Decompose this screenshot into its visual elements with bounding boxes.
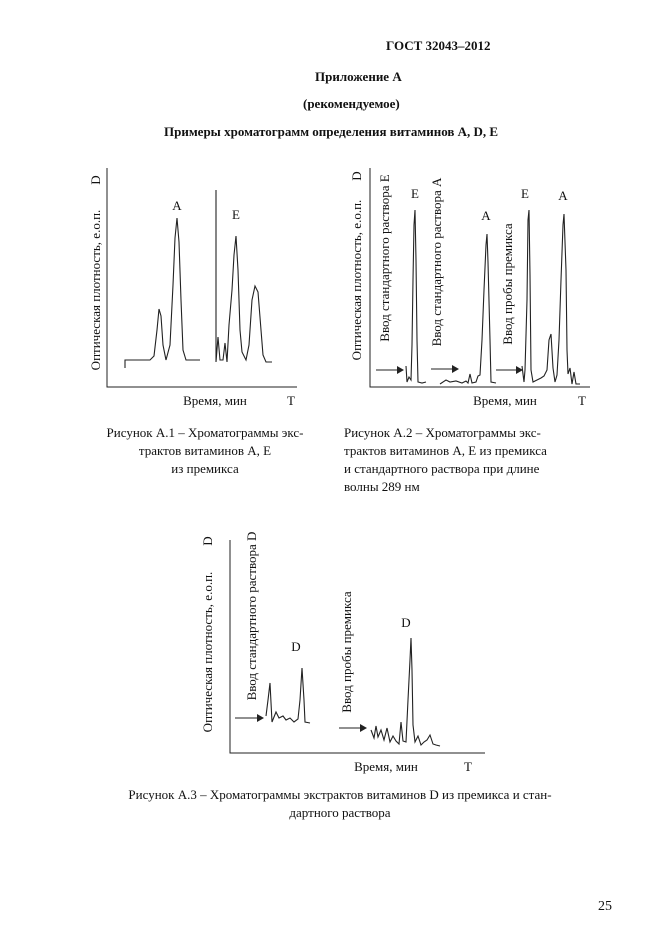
a2-peak-label-a: A — [481, 208, 491, 223]
a2-peak-label-a-sample: A — [558, 188, 568, 203]
appendix-status: (рекомендуемое) — [303, 96, 400, 111]
a3-peak-label-d-sample: D — [401, 615, 411, 630]
a3-trace-sample — [371, 638, 440, 746]
a2-inject-label-sample: Ввод пробы премикса — [500, 223, 515, 345]
a2-inject-label-std-a: Ввод стандартного раствора A — [429, 177, 444, 347]
page-number: 25 — [598, 899, 612, 914]
figure-a3-caption — [70, 786, 610, 822]
a3-x-letter: T — [464, 759, 472, 774]
a3-trace-std-d — [266, 668, 310, 723]
a1-peak-label-a: A — [172, 198, 182, 213]
a1-caption-line: Рисунок А.1 – Хроматограммы экс- — [106, 425, 304, 440]
a2-y-axis-label: Оптическая плотность, е.о.п. — [349, 199, 364, 361]
a1-peak-label-e: E — [232, 207, 240, 222]
a2-peak-label-e-sample: E — [521, 186, 529, 201]
a1-caption-line: из премикса — [171, 461, 239, 476]
a1-x-axis-label: Время, мин — [183, 393, 247, 408]
a3-axes — [230, 540, 485, 753]
a1-x-letter: T — [287, 393, 295, 408]
a1-y-axis-label: Оптическая плотность, е.о.п. — [88, 209, 103, 371]
standard-number: ГОСТ 32043–2012 — [386, 38, 491, 53]
a2-caption-line: и стандартного раствора при длине — [344, 461, 540, 476]
a3-inject-arrow-1 — [235, 714, 264, 722]
a2-caption-line: волны 289 нм — [344, 479, 420, 494]
a2-peak-label-e: E — [411, 186, 419, 201]
a3-caption-line: дартного раствора — [289, 805, 391, 820]
a1-y-letter: D — [88, 175, 103, 185]
a1-caption-line: трактов витаминов A, E — [138, 443, 272, 458]
appendix-title: Приложение А — [315, 69, 402, 84]
a3-y-letter: D — [200, 536, 215, 546]
a2-x-axis-label: Время, мин — [473, 393, 537, 408]
appendix-subtitle: Примеры хроматограмм определения витаминов A, D, E — [164, 124, 499, 139]
a3-peak-label-d: D — [291, 639, 301, 654]
a2-caption-line: трактов витаминов A, E из премикса — [344, 443, 547, 458]
a3-x-axis-label: Время, мин — [354, 759, 418, 774]
a3-inject-label-std-d: Ввод стандартного раствора D — [244, 531, 259, 701]
a2-x-letter: T — [578, 393, 586, 408]
a3-y-axis-label: Оптическая плотность, е.о.п. — [200, 571, 215, 733]
a2-inject-label-std-e: Ввод стандартного раствора E — [377, 174, 392, 342]
a2-y-letter: D — [349, 171, 364, 181]
a3-inject-arrow-2 — [339, 724, 367, 732]
a2-caption-line: Рисунок А.2 – Хроматограммы экс- — [344, 425, 541, 440]
a3-caption-line: Рисунок А.3 – Хроматограммы экстрактов витаминов D из премикса и стан- — [128, 787, 552, 802]
a3-inject-label-sample: Ввод пробы премикса — [339, 591, 354, 713]
